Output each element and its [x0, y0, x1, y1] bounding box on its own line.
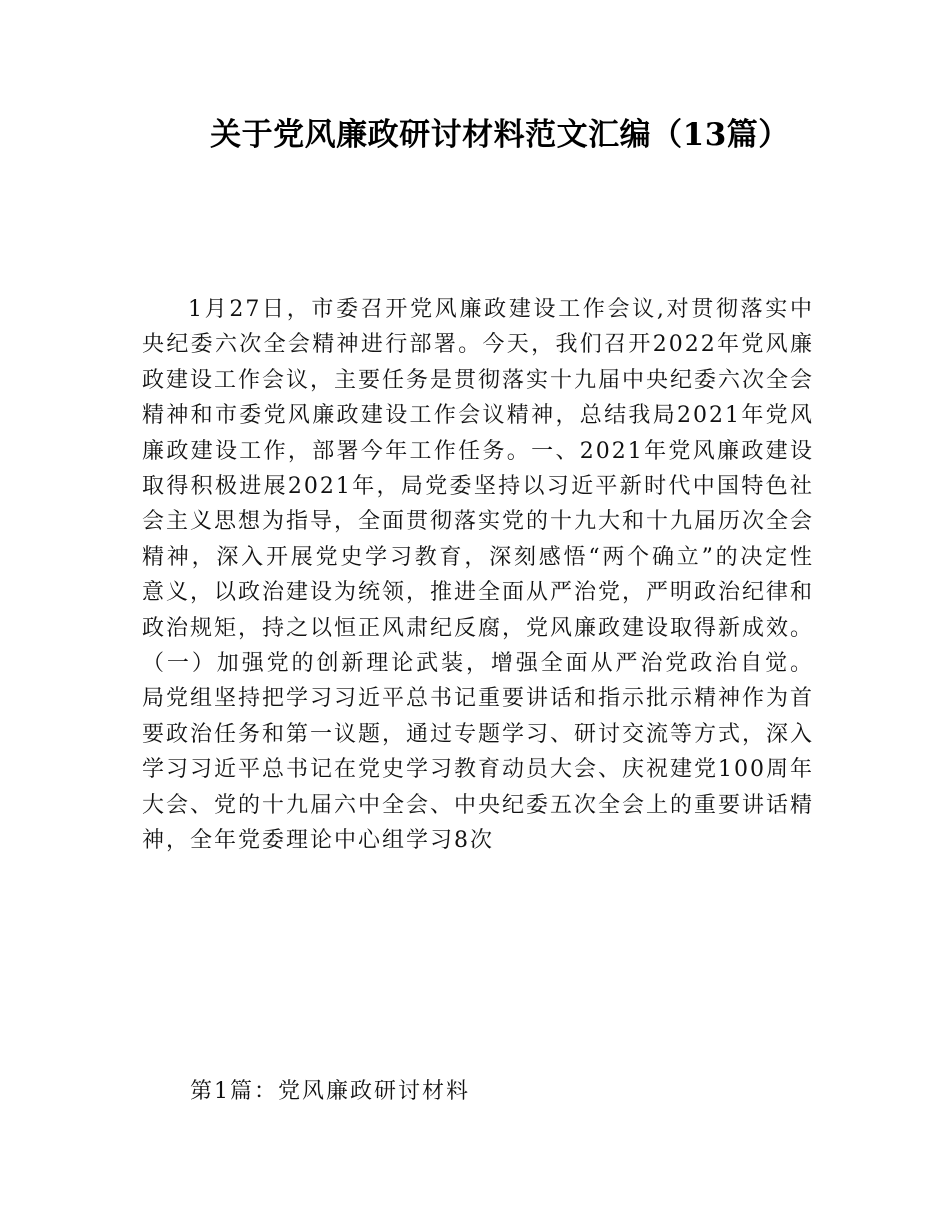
document-title: 关于党风廉政研讨材料范文汇编（13篇）	[210, 117, 790, 153]
chapter-heading: 第1篇：党风廉政研讨材料	[190, 1079, 470, 1104]
body-paragraph: 1月27日，市委召开党风廉政建设工作会议,对贯彻落实中央纪委六次全会精神进行部署。今天，我们召开2022年党风廉政建设工作会议，主要任务是贯彻落实十九届中央纪委六次全会精神和市委党风廉政建设工作会议精神，总结我局2021年党风廉政建设工作，部署今年工作任务。一、2021年党风廉政建设取得积极进展2021年，局党委坚持以习近平新时代中国特色社会主义思想为指导，全面贯彻落实党的十九大和十九届历次全会精神，深入开展党史学习教育，深刻感悟“两个确立”的决定性意义，以政治建设为统领，推进全面从严治党，严明政治纪律和政治规矩，持之以恒正风肃纪反腐，党风廉政建设取得新成效。（一）加强党的创新理论武装，增强全面从严治党政治自觉。局党组坚持把学习习近平总书记重要讲话和指示批示精神作为首要政治任务和第一议题，通过专题学习、研讨交流等方式，深入学习习近平总书记在党史学习教育动员大会、庆祝建党100周年大会、党的十九届六中全会、中央纪委五次全会上的重要讲话精神，全年党委理论中心组学习8次	[142, 297, 815, 854]
